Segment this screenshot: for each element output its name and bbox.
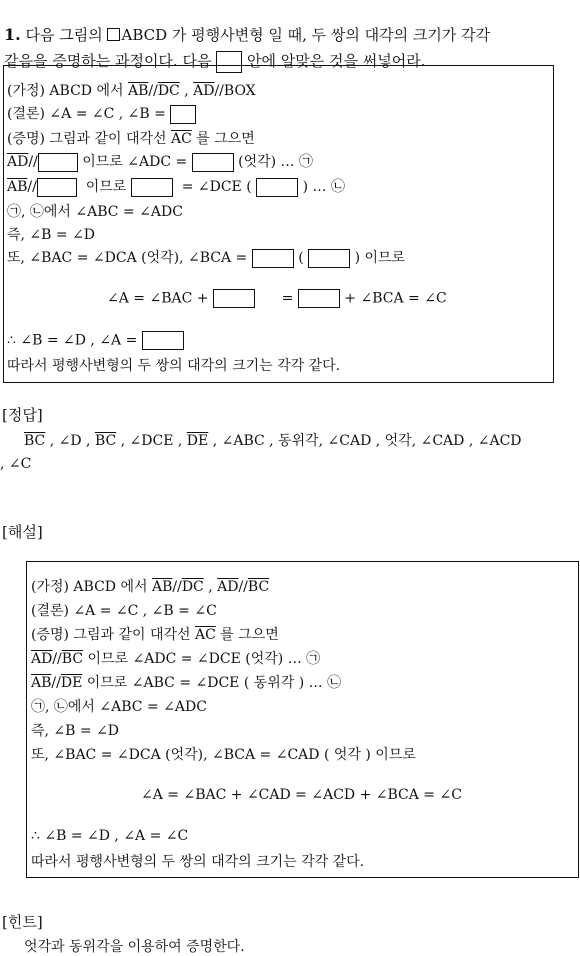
explanation-line-10: ∴ ∠B = ∠D , ∠A = ∠C <box>31 828 189 844</box>
proof-line-2: $\overline{AD}//$ 이므로 ∠ADC = (엇각) … ㉠ <box>7 154 314 170</box>
parallelogram-symbol-icon <box>107 28 120 41</box>
proof-line-final: ∴ ∠B = ∠D , ∠A = <box>7 331 184 350</box>
explanation-line-11: 따라서 평행사변형의 두 쌍의 대각의 크기는 각각 같다. <box>31 854 365 870</box>
explanation-line-5: $\overline{AB}//\overline{DE}$ 이므로 ∠ABC = ∠DCE ( 동위각 ) … ㉡ <box>31 675 342 691</box>
answer-blank-6[interactable] <box>256 178 298 197</box>
proof-line-5: 즉, ∠B = ∠D <box>7 227 96 243</box>
explanation-line-2: (결론) ∠A = ∠C , ∠B = ∠C <box>31 603 217 619</box>
answer-blank-11[interactable] <box>142 331 184 350</box>
answer-blank-10[interactable] <box>298 289 340 308</box>
answer-blank-9[interactable] <box>213 289 255 308</box>
explanation-equation: ∠A = ∠BAC + ∠CAD = ∠ACD + ∠BCA = ∠C <box>141 787 462 803</box>
answer-blank-3[interactable] <box>192 153 234 172</box>
answer-blank-7[interactable] <box>252 249 294 268</box>
explanation-line-7: 즉, ∠B = ∠D <box>31 723 120 739</box>
answer-line-2: , ∠C <box>0 456 32 472</box>
answer-blank-1[interactable] <box>170 105 196 124</box>
hint-text: 엇각과 동위각을 이용하여 증명한다. <box>24 939 245 955</box>
answer-blank-5[interactable] <box>131 178 173 197</box>
question-line-1: 1. 다음 그림의 ABCD 가 평행사변형 일 때, 두 쌍의 대각의 크기가 각각 <box>4 25 491 44</box>
proof-line-1: (증명) 그림과 같이 대각선 $\overline{AC}$ 를 그으면 <box>7 131 255 147</box>
explanation-line-4: $\overline{AD}//\overline{BC}$ 이므로 ∠ADC = ∠DCE (엇각) … ㉠ <box>31 651 321 667</box>
conclusion-line: (결론) ∠A = ∠C , ∠B = <box>7 103 196 124</box>
answer-line-1: $\overline{BC}$ , ∠D , $\overline{BC}$ , ∠DCE , $\overline{DE}$ , ∠ABC , 동위각, ∠CAD , 엇각, ∠CAD , ∠ACD <box>24 433 522 449</box>
explanation-label: [해설] <box>2 523 43 541</box>
answer-blank-8[interactable] <box>308 249 350 268</box>
explanation-line-6: ㉠, ㉡에서 ∠ABC = ∠ADC <box>31 699 207 715</box>
mark-2-icon: ㉡ <box>330 179 345 195</box>
answer-label: [정답] <box>2 406 43 424</box>
proof-conclusion: 따라서 평행사변형의 두 쌍의 대각의 크기는 각각 같다. <box>7 358 341 374</box>
answer-blank-2[interactable] <box>38 153 78 172</box>
explanation-line-1: (가정) ABCD 에서 $\overline{AB}//\overline{DC}$ , $\overline{AD}//\overline{BC}$ <box>31 579 270 595</box>
answer-blank-4[interactable] <box>37 178 77 197</box>
proof-equation: ∠A = ∠BAC + = + ∠BCA = ∠C <box>107 290 447 307</box>
mark-1-icon: ㉠ <box>299 154 314 170</box>
proof-line-6: 또, ∠BAC = ∠DCA (엇각), ∠BCA = ( ) 이므로 <box>7 250 406 266</box>
explanation-line-3: (증명) 그림과 같이 대각선 $\overline{AC}$ 를 그으면 <box>31 627 279 643</box>
proof-line-4: ㉠, ㉡에서 ∠ABC = ∠ADC <box>7 204 183 220</box>
hint-label: [힌트] <box>2 913 43 931</box>
explanation-line-8: 또, ∠BAC = ∠DCA (엇각), ∠BCA = ∠CAD ( 엇각 ) 이므로 <box>31 747 416 763</box>
hypothesis-line: (가정) ABCD 에서 $\overline{AB}//\overline{DC}$ , $\overline{AD}/$/BOX <box>7 83 256 99</box>
question-line-2: 같음을 증명하는 과정이다. 다음 안에 알맞은 것을 써넣어라. <box>4 50 425 73</box>
proof-line-3: $\overline{AB}//$ 이므로 = ∠DCE ( ) … ㉡ <box>7 179 345 195</box>
